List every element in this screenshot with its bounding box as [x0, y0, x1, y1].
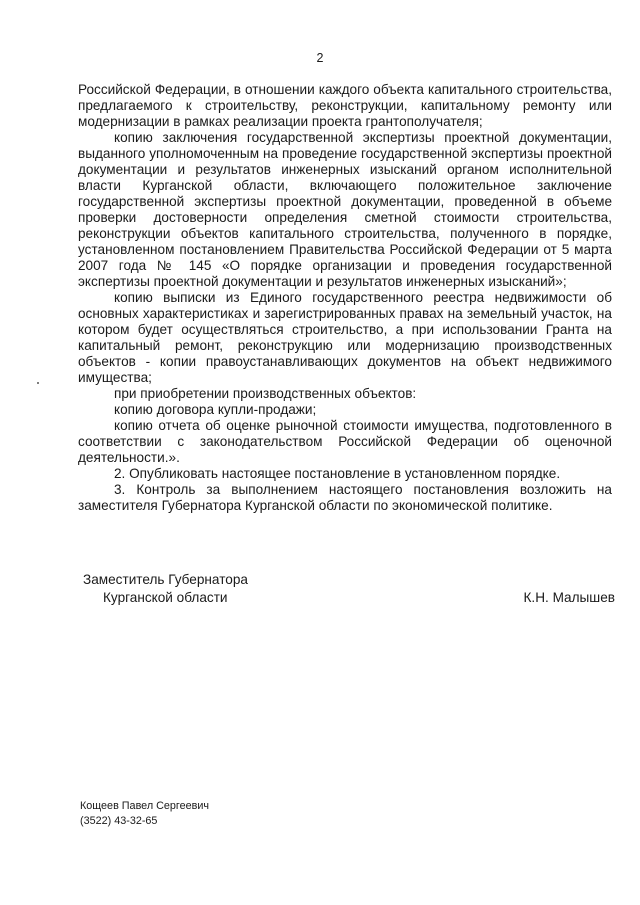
- scan-mark: [37, 382, 39, 384]
- signature-block: [83, 571, 615, 607]
- signatory-name: К.Н. Малышев: [523, 590, 615, 605]
- executor-name: Кощеев Павел Сергеевич: [80, 800, 210, 812]
- paragraph: Российской Федерации, в отношении каждого объекта капитального строительства, предлагаемого к строительству, реконструкции, капитальному ремонту или модернизации в рамках реализации проекта грантополучателя;: [78, 82, 612, 129]
- paragraph: 2. Опубликовать настоящее постановление в установленном порядке.: [114, 466, 561, 481]
- signatory-position: Заместитель Губернатора: [83, 572, 248, 587]
- document-body: [78, 82, 612, 514]
- executor-block: [80, 799, 209, 829]
- paragraph: копию заключения государственной экспертизы проектной документации, выданного уполномоченным на проведение государственной экспертизы проектной документации и результатов инженерных изысканий органом исполнительной власти Курганской области, включающего положительное заключение государственной экспертизы проектной документации, проведенной в объеме проверки достоверности определения сметной стоимости строительства, реконструкции объектов капитального строительства, полученного в порядке, установленном постановлением Правительства Российской Федерации от 5 марта 2007 года № 145 «О порядке организации и проведения государственной экспертизы проектной документации и результатов инженерных изысканий»;: [78, 130, 612, 289]
- executor-phone: (3522) 43-32-65: [80, 815, 158, 827]
- page-number: 2: [316, 51, 324, 65]
- paragraph: 3. Контроль за выполнением настоящего постановления возложить на заместителя Губернатора Курганской области по экономической политике.: [78, 482, 612, 513]
- paragraph: при приобретении производственных объектов:: [114, 386, 417, 401]
- signatory-region: Курганской области: [103, 590, 228, 605]
- paragraph: копию выписки из Единого государственного реестра недвижимости об основных характеристиках и зарегистрированных правах на земельный участок, на котором будет осуществляться строительство, а при использовании Гранта на капитальный ремонт, реконструкцию или модернизацию производственных объектов - копии правоустанавливающих документов на объект недвижимого имущества;: [78, 290, 612, 385]
- paragraph: копию отчета об оценке рыночной стоимости имущества, подготовленного в соответствии с законодательством Российской Федерации об оценочной деятельности.».: [78, 418, 612, 465]
- paragraph: копию договора купли-продажи;: [114, 402, 317, 417]
